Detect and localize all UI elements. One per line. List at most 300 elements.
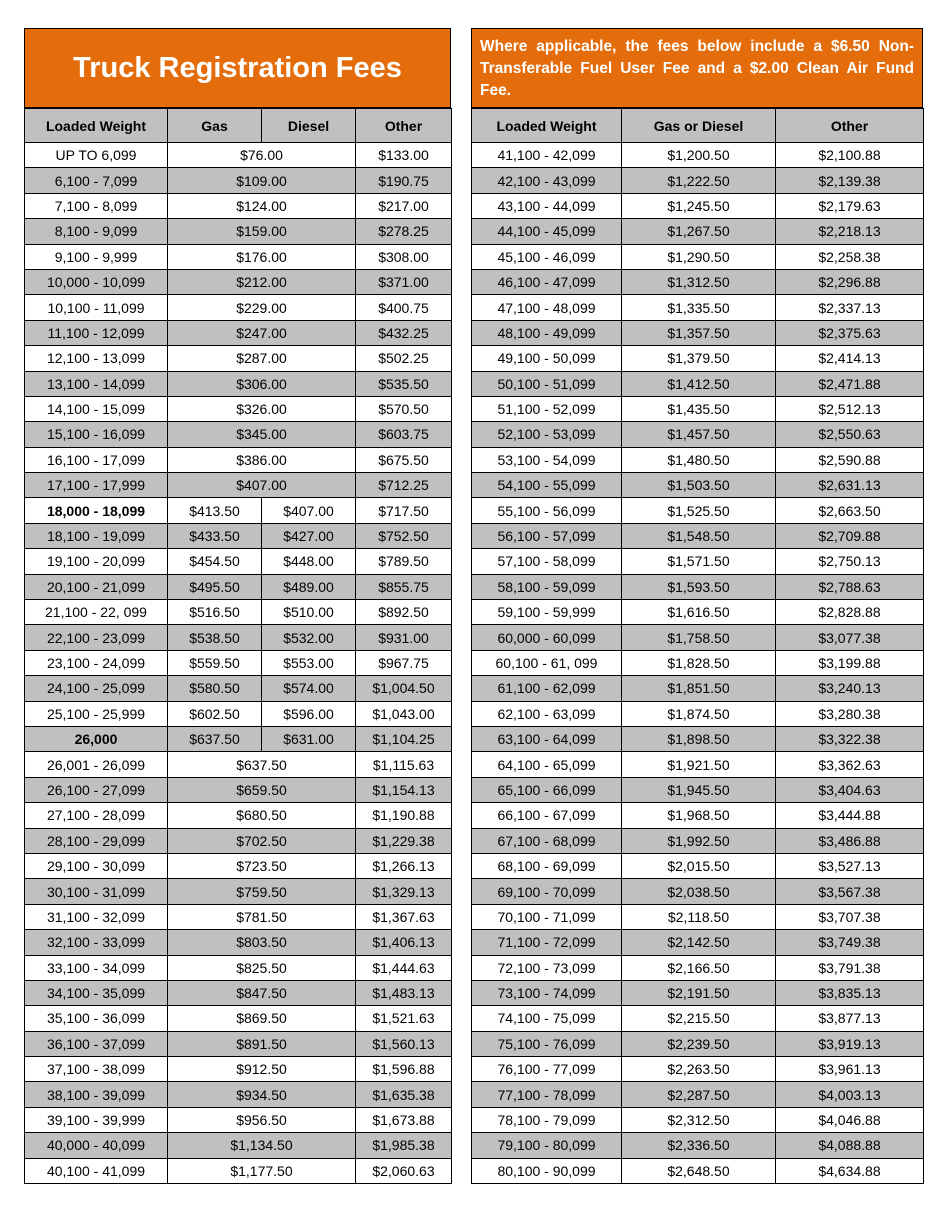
- weight-cell: 62,100 - 63,099: [472, 701, 622, 726]
- weight-cell: 75,100 - 76,099: [472, 1031, 622, 1056]
- weight-cell: 18,100 - 19,099: [25, 523, 168, 548]
- other-fee-cell: $2,590.88: [776, 447, 924, 472]
- left-fee-table: [24, 108, 452, 1184]
- weight-cell: 9,100 - 9,999: [25, 244, 168, 269]
- table-row: [25, 853, 452, 878]
- gas-diesel-fee-cell: $1,758.50: [622, 625, 776, 650]
- other-fee-cell: $675.50: [356, 447, 452, 472]
- other-fee-cell: $2,750.13: [776, 549, 924, 574]
- weight-cell: 41,100 - 42,099: [472, 143, 622, 168]
- table-row: [25, 269, 452, 294]
- other-fee-cell: $717.50: [356, 498, 452, 523]
- weight-cell: 44,100 - 45,099: [472, 219, 622, 244]
- table-row: [25, 1107, 452, 1132]
- other-fee-cell: $2,550.63: [776, 422, 924, 447]
- table-row: [472, 193, 924, 218]
- other-fee-cell: $1,154.13: [356, 777, 452, 802]
- other-fee-cell: $2,258.38: [776, 244, 924, 269]
- weight-cell: 43,100 - 44,099: [472, 193, 622, 218]
- table-row: [472, 828, 924, 853]
- other-fee-cell: $3,077.38: [776, 625, 924, 650]
- weight-cell: 12,100 - 13,099: [25, 346, 168, 371]
- weight-cell: 8,100 - 9,099: [25, 219, 168, 244]
- other-fee-cell: $2,139.38: [776, 168, 924, 193]
- weight-cell: 16,100 - 17,099: [25, 447, 168, 472]
- weight-cell: 52,100 - 53,099: [472, 422, 622, 447]
- table-row: [25, 904, 452, 929]
- gas-diesel-fee-cell: $1,480.50: [622, 447, 776, 472]
- diesel-fee-cell: $532.00: [262, 625, 356, 650]
- table-row: [25, 803, 452, 828]
- weight-cell: 45,100 - 46,099: [472, 244, 622, 269]
- table-row: [25, 955, 452, 980]
- gas-diesel-fee-cell: $781.50: [168, 904, 356, 929]
- weight-cell: 63,100 - 64,099: [472, 726, 622, 751]
- weight-cell: 65,100 - 66,099: [472, 777, 622, 802]
- table-row: [472, 1031, 924, 1056]
- gas-diesel-fee-cell: $2,038.50: [622, 879, 776, 904]
- other-fee-cell: $3,919.13: [776, 1031, 924, 1056]
- weight-cell: 31,100 - 32,099: [25, 904, 168, 929]
- table-row: [472, 879, 924, 904]
- other-fee-cell: $432.25: [356, 320, 452, 345]
- weight-cell: 60,000 - 60,099: [472, 625, 622, 650]
- gas-diesel-fee-cell: $759.50: [168, 879, 356, 904]
- gas-diesel-fee-cell: $2,166.50: [622, 955, 776, 980]
- other-fee-cell: $1,190.88: [356, 803, 452, 828]
- weight-cell: 80,100 - 90,099: [472, 1158, 622, 1183]
- weight-cell: 30,100 - 31,099: [25, 879, 168, 904]
- gas-diesel-fee-cell: $847.50: [168, 980, 356, 1005]
- table-row: [25, 1006, 452, 1031]
- table-row: [25, 371, 452, 396]
- weight-cell: 26,000: [25, 726, 168, 751]
- other-fee-cell: $2,663.50: [776, 498, 924, 523]
- weight-cell: 50,100 - 51,099: [472, 371, 622, 396]
- gas-diesel-fee-cell: $956.50: [168, 1107, 356, 1132]
- weight-cell: 79,100 - 80,099: [472, 1133, 622, 1158]
- gas-diesel-fee-cell: $1,874.50: [622, 701, 776, 726]
- weight-cell: 17,100 - 17,999: [25, 473, 168, 498]
- weight-cell: 48,100 - 49,099: [472, 320, 622, 345]
- gas-diesel-fee-cell: $1,968.50: [622, 803, 776, 828]
- other-fee-cell: $535.50: [356, 371, 452, 396]
- other-fee-cell: $1,367.63: [356, 904, 452, 929]
- other-fee-cell: $2,414.13: [776, 346, 924, 371]
- gas-diesel-fee-cell: $702.50: [168, 828, 356, 853]
- gas-fee-cell: $516.50: [168, 600, 262, 625]
- weight-cell: 69,100 - 70,099: [472, 879, 622, 904]
- table-row: [472, 371, 924, 396]
- col-header-diesel: Diesel: [262, 109, 356, 143]
- gas-fee-cell: $538.50: [168, 625, 262, 650]
- weight-cell: 72,100 - 73,099: [472, 955, 622, 980]
- table-row: [472, 422, 924, 447]
- gas-diesel-fee-cell: $2,191.50: [622, 980, 776, 1005]
- other-fee-cell: $2,471.88: [776, 371, 924, 396]
- table-row: [472, 219, 924, 244]
- gas-diesel-fee-cell: $680.50: [168, 803, 356, 828]
- gas-diesel-fee-cell: $345.00: [168, 422, 356, 447]
- table-row: [25, 295, 452, 320]
- table-row: [472, 269, 924, 294]
- table-row: [472, 777, 924, 802]
- weight-cell: 42,100 - 43,099: [472, 168, 622, 193]
- table-row: [472, 1107, 924, 1132]
- other-fee-cell: $752.50: [356, 523, 452, 548]
- gas-diesel-fee-cell: $1,435.50: [622, 396, 776, 421]
- other-fee-cell: $2,828.88: [776, 600, 924, 625]
- other-fee-cell: $2,179.63: [776, 193, 924, 218]
- table-row: [472, 980, 924, 1005]
- gas-diesel-fee-cell: $1,412.50: [622, 371, 776, 396]
- table-row: [472, 1057, 924, 1082]
- table-row: [472, 955, 924, 980]
- table-row: [25, 625, 452, 650]
- weight-cell: 22,100 - 23,099: [25, 625, 168, 650]
- gas-diesel-fee-cell: $176.00: [168, 244, 356, 269]
- other-fee-cell: $2,337.13: [776, 295, 924, 320]
- other-fee-cell: $502.25: [356, 346, 452, 371]
- gas-diesel-fee-cell: $891.50: [168, 1031, 356, 1056]
- weight-cell: 53,100 - 54,099: [472, 447, 622, 472]
- gas-fee-cell: $495.50: [168, 574, 262, 599]
- gas-diesel-fee-cell: $1,992.50: [622, 828, 776, 853]
- gas-diesel-fee-cell: $1,921.50: [622, 752, 776, 777]
- gas-diesel-fee-cell: $1,571.50: [622, 549, 776, 574]
- table-row: [25, 168, 452, 193]
- gas-diesel-fee-cell: $637.50: [168, 752, 356, 777]
- other-fee-cell: $3,322.38: [776, 726, 924, 751]
- weight-cell: 56,100 - 57,099: [472, 523, 622, 548]
- gas-diesel-fee-cell: $2,239.50: [622, 1031, 776, 1056]
- diesel-fee-cell: $631.00: [262, 726, 356, 751]
- other-fee-cell: $1,985.38: [356, 1133, 452, 1158]
- other-fee-cell: $2,100.88: [776, 143, 924, 168]
- weight-cell: 28,100 - 29,099: [25, 828, 168, 853]
- table-row: [25, 143, 452, 168]
- other-fee-cell: $3,280.38: [776, 701, 924, 726]
- table-row: [25, 1158, 452, 1183]
- table-row: [25, 574, 452, 599]
- other-fee-cell: $4,634.88: [776, 1158, 924, 1183]
- gas-diesel-fee-cell: $386.00: [168, 447, 356, 472]
- other-fee-cell: $3,362.63: [776, 752, 924, 777]
- gas-diesel-fee-cell: $287.00: [168, 346, 356, 371]
- gas-diesel-fee-cell: $109.00: [168, 168, 356, 193]
- table-row: [25, 219, 452, 244]
- diesel-fee-cell: $553.00: [262, 650, 356, 675]
- gas-diesel-fee-cell: $1,134.50: [168, 1133, 356, 1158]
- weight-cell: 27,100 - 28,099: [25, 803, 168, 828]
- other-fee-cell: $1,483.13: [356, 980, 452, 1005]
- table-row: [472, 600, 924, 625]
- col-header-loaded-weight: Loaded Weight: [472, 109, 622, 143]
- weight-cell: 46,100 - 47,099: [472, 269, 622, 294]
- table-row: [25, 650, 452, 675]
- weight-cell: 21,100 - 22, 099: [25, 600, 168, 625]
- other-fee-cell: $1,521.63: [356, 1006, 452, 1031]
- table-row: [25, 676, 452, 701]
- left-fee-panel: [24, 28, 451, 1184]
- right-fee-panel: [471, 28, 923, 1184]
- table-row: [472, 752, 924, 777]
- table-row: [25, 701, 452, 726]
- other-fee-cell: $3,486.88: [776, 828, 924, 853]
- table-row: [25, 828, 452, 853]
- gas-diesel-fee-cell: $1,851.50: [622, 676, 776, 701]
- weight-cell: 14,100 - 15,099: [25, 396, 168, 421]
- gas-diesel-fee-cell: $2,648.50: [622, 1158, 776, 1183]
- gas-diesel-fee-cell: $1,503.50: [622, 473, 776, 498]
- weight-cell: 77,100 - 78,099: [472, 1082, 622, 1107]
- other-fee-cell: $603.75: [356, 422, 452, 447]
- other-fee-cell: $1,104.25: [356, 726, 452, 751]
- weight-cell: 33,100 - 34,099: [25, 955, 168, 980]
- diesel-fee-cell: $448.00: [262, 549, 356, 574]
- weight-cell: 71,100 - 72,099: [472, 930, 622, 955]
- other-fee-cell: $931.00: [356, 625, 452, 650]
- weight-cell: 34,100 - 35,099: [25, 980, 168, 1005]
- other-fee-cell: $133.00: [356, 143, 452, 168]
- weight-cell: UP TO 6,099: [25, 143, 168, 168]
- gas-diesel-fee-cell: $1,616.50: [622, 600, 776, 625]
- weight-cell: 74,100 - 75,099: [472, 1006, 622, 1031]
- weight-cell: 78,100 - 79,099: [472, 1107, 622, 1132]
- table-row: [25, 523, 452, 548]
- weight-cell: 10,100 - 11,099: [25, 295, 168, 320]
- gas-diesel-fee-cell: $1,593.50: [622, 574, 776, 599]
- table-row: [25, 244, 452, 269]
- weight-cell: 13,100 - 14,099: [25, 371, 168, 396]
- gas-diesel-fee-cell: $1,457.50: [622, 422, 776, 447]
- other-fee-cell: $2,631.13: [776, 473, 924, 498]
- weight-cell: 7,100 - 8,099: [25, 193, 168, 218]
- weight-cell: 26,001 - 26,099: [25, 752, 168, 777]
- other-fee-cell: $3,240.13: [776, 676, 924, 701]
- other-fee-cell: $3,404.63: [776, 777, 924, 802]
- gas-diesel-fee-cell: $1,828.50: [622, 650, 776, 675]
- table-row: [472, 549, 924, 574]
- table-row: [25, 320, 452, 345]
- gas-diesel-fee-cell: $803.50: [168, 930, 356, 955]
- gas-fee-cell: $580.50: [168, 676, 262, 701]
- weight-cell: 37,100 - 38,099: [25, 1057, 168, 1082]
- gas-diesel-fee-cell: $1,548.50: [622, 523, 776, 548]
- weight-cell: 67,100 - 68,099: [472, 828, 622, 853]
- gas-diesel-fee-cell: $229.00: [168, 295, 356, 320]
- other-fee-cell: $1,115.63: [356, 752, 452, 777]
- diesel-fee-cell: $596.00: [262, 701, 356, 726]
- other-fee-cell: $1,406.13: [356, 930, 452, 955]
- other-fee-cell: $1,596.88: [356, 1057, 452, 1082]
- other-fee-cell: $1,673.88: [356, 1107, 452, 1132]
- table-row: [472, 1006, 924, 1031]
- table-row: [472, 676, 924, 701]
- table-row: [25, 930, 452, 955]
- weight-cell: 47,100 - 48,099: [472, 295, 622, 320]
- weight-cell: 36,100 - 37,099: [25, 1031, 168, 1056]
- other-fee-cell: $3,835.13: [776, 980, 924, 1005]
- other-fee-cell: $1,043.00: [356, 701, 452, 726]
- table-row: [25, 447, 452, 472]
- table-row: [25, 752, 452, 777]
- table-row: [25, 498, 452, 523]
- weight-cell: 40,100 - 41,099: [25, 1158, 168, 1183]
- other-fee-cell: $3,527.13: [776, 853, 924, 878]
- table-row: [25, 473, 452, 498]
- table-row: [472, 320, 924, 345]
- gas-diesel-fee-cell: $326.00: [168, 396, 356, 421]
- other-fee-cell: $1,635.38: [356, 1082, 452, 1107]
- weight-cell: 70,100 - 71,099: [472, 904, 622, 929]
- weight-cell: 11,100 - 12,099: [25, 320, 168, 345]
- other-fee-cell: $2,375.63: [776, 320, 924, 345]
- table-row: [25, 396, 452, 421]
- col-header-gas-or-diesel: Gas or Diesel: [622, 109, 776, 143]
- gas-diesel-fee-cell: $76.00: [168, 143, 356, 168]
- gas-diesel-fee-cell: $1,898.50: [622, 726, 776, 751]
- other-fee-cell: $3,961.13: [776, 1057, 924, 1082]
- table-row: [472, 853, 924, 878]
- table-row: [25, 600, 452, 625]
- gas-diesel-fee-cell: $934.50: [168, 1082, 356, 1107]
- diesel-fee-cell: $574.00: [262, 676, 356, 701]
- table-row: [25, 980, 452, 1005]
- left-header-row: [25, 109, 452, 143]
- table-row: [25, 1031, 452, 1056]
- other-fee-cell: $1,560.13: [356, 1031, 452, 1056]
- gas-diesel-fee-cell: $2,312.50: [622, 1107, 776, 1132]
- table-row: [472, 803, 924, 828]
- other-fee-cell: $3,199.88: [776, 650, 924, 675]
- other-fee-cell: $4,003.13: [776, 1082, 924, 1107]
- table-row: [472, 574, 924, 599]
- weight-cell: 26,100 - 27,099: [25, 777, 168, 802]
- weight-cell: 35,100 - 36,099: [25, 1006, 168, 1031]
- weight-cell: 23,100 - 24,099: [25, 650, 168, 675]
- gas-diesel-fee-cell: $659.50: [168, 777, 356, 802]
- other-fee-cell: $1,266.13: [356, 853, 452, 878]
- table-row: [25, 1082, 452, 1107]
- other-fee-cell: $2,788.63: [776, 574, 924, 599]
- weight-cell: 58,100 - 59,099: [472, 574, 622, 599]
- table-row: [472, 143, 924, 168]
- diesel-fee-cell: $489.00: [262, 574, 356, 599]
- weight-cell: 61,100 - 62,099: [472, 676, 622, 701]
- gas-fee-cell: $433.50: [168, 523, 262, 548]
- gas-diesel-fee-cell: $723.50: [168, 853, 356, 878]
- weight-cell: 39,100 - 39,999: [25, 1107, 168, 1132]
- weight-cell: 73,100 - 74,099: [472, 980, 622, 1005]
- weight-cell: 76,100 - 77,099: [472, 1057, 622, 1082]
- table-row: [25, 777, 452, 802]
- gas-diesel-fee-cell: $1,379.50: [622, 346, 776, 371]
- other-fee-cell: $1,444.63: [356, 955, 452, 980]
- other-fee-cell: $855.75: [356, 574, 452, 599]
- gas-diesel-fee-cell: $1,357.50: [622, 320, 776, 345]
- gas-diesel-fee-cell: $1,290.50: [622, 244, 776, 269]
- table-row: [472, 346, 924, 371]
- gas-diesel-fee-cell: $2,118.50: [622, 904, 776, 929]
- gas-diesel-fee-cell: $212.00: [168, 269, 356, 294]
- gas-fee-cell: $602.50: [168, 701, 262, 726]
- gas-fee-cell: $637.50: [168, 726, 262, 751]
- gas-diesel-fee-cell: $159.00: [168, 219, 356, 244]
- weight-cell: 51,100 - 52,099: [472, 396, 622, 421]
- weight-cell: 55,100 - 56,099: [472, 498, 622, 523]
- gas-diesel-fee-cell: $1,245.50: [622, 193, 776, 218]
- table-row: [472, 473, 924, 498]
- other-fee-cell: $3,877.13: [776, 1006, 924, 1031]
- gas-diesel-fee-cell: $306.00: [168, 371, 356, 396]
- gas-diesel-fee-cell: $2,142.50: [622, 930, 776, 955]
- table-row: [472, 523, 924, 548]
- table-row: [25, 1133, 452, 1158]
- other-fee-cell: $278.25: [356, 219, 452, 244]
- weight-cell: 59,100 - 59,999: [472, 600, 622, 625]
- weight-cell: 49,100 - 50,099: [472, 346, 622, 371]
- gas-diesel-fee-cell: $1,945.50: [622, 777, 776, 802]
- gas-fee-cell: $559.50: [168, 650, 262, 675]
- table-row: [472, 1158, 924, 1183]
- weight-cell: 19,100 - 20,099: [25, 549, 168, 574]
- gas-fee-cell: $413.50: [168, 498, 262, 523]
- weight-cell: 24,100 - 25,099: [25, 676, 168, 701]
- gas-diesel-fee-cell: $247.00: [168, 320, 356, 345]
- other-fee-cell: $3,444.88: [776, 803, 924, 828]
- other-fee-cell: $4,046.88: [776, 1107, 924, 1132]
- table-row: [472, 244, 924, 269]
- col-header-loaded-weight: Loaded Weight: [25, 109, 168, 143]
- weight-cell: 25,100 - 25,999: [25, 701, 168, 726]
- col-header-gas: Gas: [168, 109, 262, 143]
- table-row: [25, 879, 452, 904]
- weight-cell: 54,100 - 55,099: [472, 473, 622, 498]
- other-fee-cell: $1,329.13: [356, 879, 452, 904]
- table-row: [472, 701, 924, 726]
- gas-diesel-fee-cell: $2,215.50: [622, 1006, 776, 1031]
- table-row: [472, 625, 924, 650]
- table-row: [25, 422, 452, 447]
- table-row: [472, 396, 924, 421]
- table-row: [25, 726, 452, 751]
- gas-diesel-fee-cell: $1,200.50: [622, 143, 776, 168]
- table-row: [472, 168, 924, 193]
- other-fee-cell: $2,512.13: [776, 396, 924, 421]
- weight-cell: 38,100 - 39,099: [25, 1082, 168, 1107]
- weight-cell: 29,100 - 30,099: [25, 853, 168, 878]
- gas-fee-cell: $454.50: [168, 549, 262, 574]
- weight-cell: 10,000 - 10,099: [25, 269, 168, 294]
- other-fee-cell: $3,791.38: [776, 955, 924, 980]
- col-header-other: Other: [776, 109, 924, 143]
- table-row: [472, 930, 924, 955]
- col-header-other: Other: [356, 109, 452, 143]
- table-row: [472, 295, 924, 320]
- weight-cell: 57,100 - 58,099: [472, 549, 622, 574]
- diesel-fee-cell: $510.00: [262, 600, 356, 625]
- right-fee-table: [471, 108, 924, 1184]
- other-fee-cell: $570.50: [356, 396, 452, 421]
- other-fee-cell: $2,296.88: [776, 269, 924, 294]
- table-row: [472, 1133, 924, 1158]
- diesel-fee-cell: $427.00: [262, 523, 356, 548]
- weight-cell: 32,100 - 33,099: [25, 930, 168, 955]
- other-fee-cell: $712.25: [356, 473, 452, 498]
- table-row: [472, 650, 924, 675]
- gas-diesel-fee-cell: $1,222.50: [622, 168, 776, 193]
